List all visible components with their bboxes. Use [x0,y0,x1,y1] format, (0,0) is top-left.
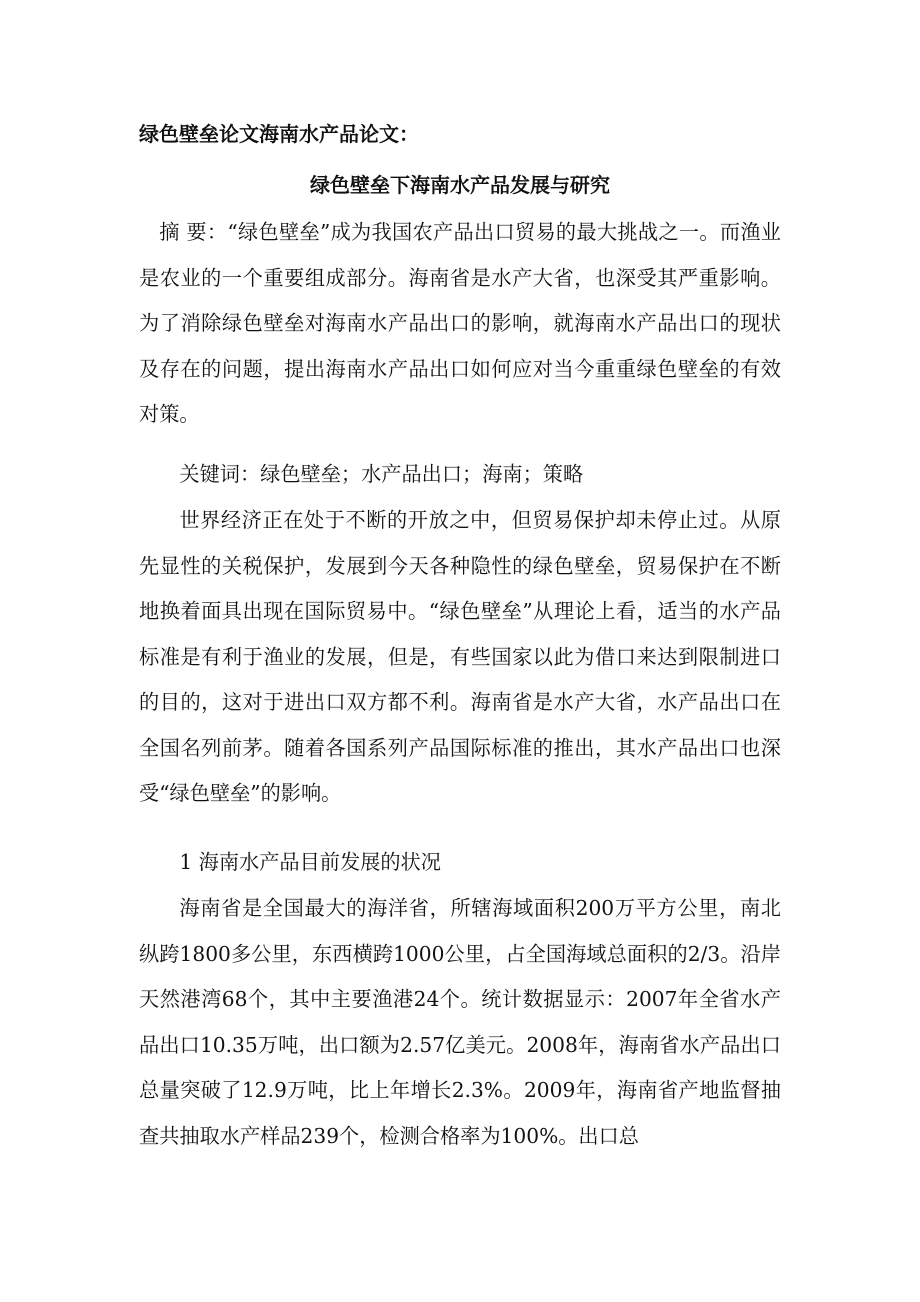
intro-paragraph: 世界经济正在处于不断的开放之中，但贸易保护却未停止过。从原先显性的关税保护，发展到今天各种隐性的绿色壁垒，贸易保护在不断地换着面具出现在国际贸易中。“绿色壁垒”从理论上看，适当的水产品标准是有利于渔业的发展，但是，有些国家以此为借口来达到限制进口的目的，这对于进出口双方都不利。海南省是水产大省，水产品出口在全国名列前茅。随着各国系列产品国际标准的推出，其水产品出口也深受“绿色壁垒”的影响。 [139,508,781,805]
document-title: 绿色壁垒下海南水产品发展与研究 [310,173,610,197]
body-paragraph: 海南省是全国最大的海洋省，所辖海域面积200万平方公里，南北纵跨1800多公里，东西横跨1000公里，占全国海域总面积的2/3。沿岸天然港湾68个，其中主要渔港24个。统计数据显示：2007年全省水产品出口10.35万吨，出口额为2.57亿美元。2008年，海南省水产品出口总量突破了12.9万吨，比上年增长2.3%。2009年，海南省产地监督抽查共抽取水产样品239个，检测合格率为100%。出口总 [139,896,781,1148]
section-heading: 1 海南水产品目前发展的状况 [179,850,441,874]
keywords-line: 关键词：绿色壁垒；水产品出口；海南；策略 [179,462,584,486]
abstract-paragraph: 摘 要：“绿色壁垒”成为我国农产品出口贸易的最大挑战之一。而渔业是农业的一个重要组成部分。海南省是水产大省，也深受其严重影响。为了消除绿色壁垒对海南水产品出口的影响，就海南水产品出口的现状及存在的问题，提出海南水产品出口如何应对当今重重绿色壁垒的有效对策。 [139,220,781,426]
document-label: 绿色壁垒论文海南水产品论文： [139,122,419,146]
